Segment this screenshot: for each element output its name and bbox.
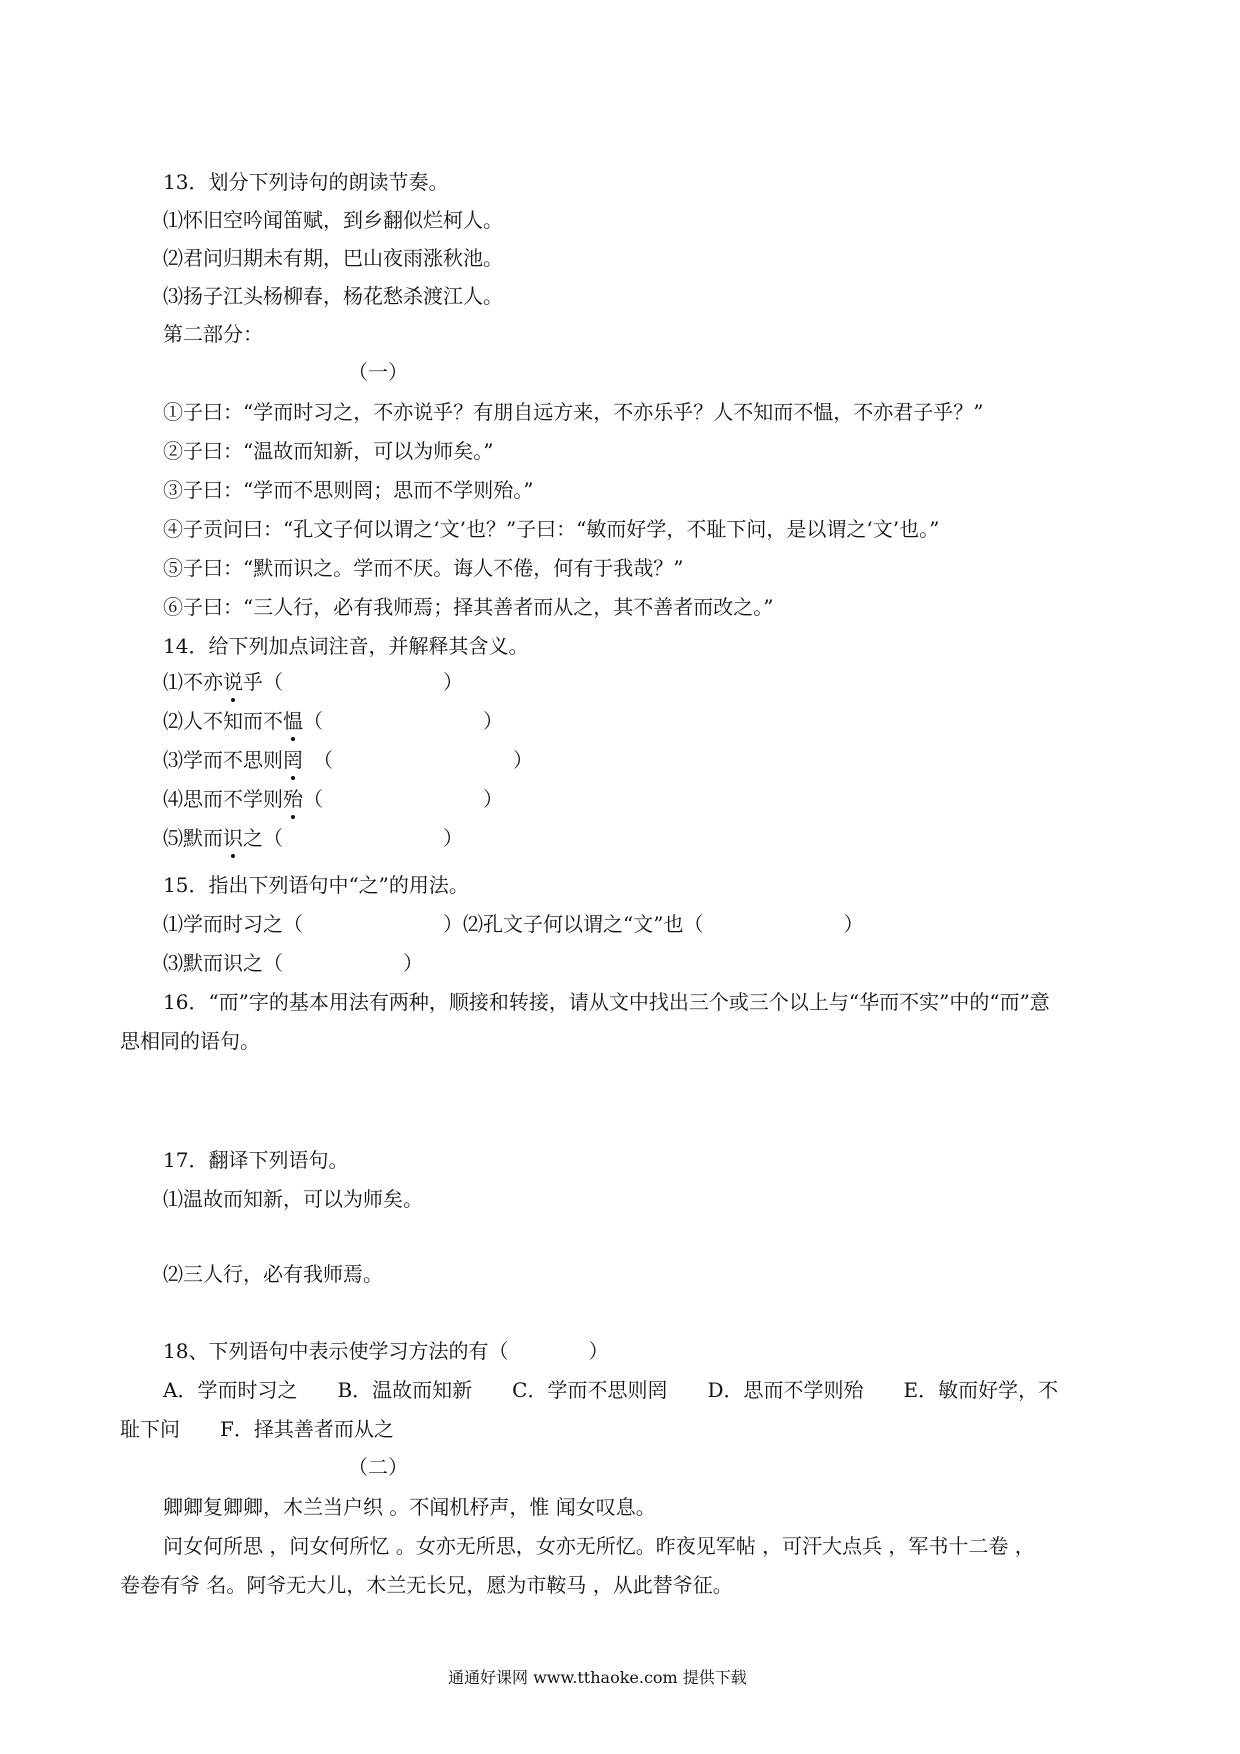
- part2-heading: 第二部分：: [163, 322, 263, 346]
- q14-item-5-answer-blank[interactable]: （ ）: [263, 826, 463, 850]
- q14-item-1-post: 乎: [243, 670, 263, 694]
- q14-item-5-post: 之: [243, 826, 263, 850]
- passage-2: ②子曰：“温故而知新，可以为师矣。”: [163, 439, 494, 463]
- q13-item-1: ⑴怀旧空吟闻笛赋，到乡翻似烂柯人。: [163, 208, 503, 232]
- footer-download-note: 通通好课网 www.tthaoke.com 提供下载: [448, 1668, 747, 1687]
- passage-5: ⑤子曰：“默而识之。学而不厌。诲人不倦，何有于我哉？”: [163, 556, 684, 580]
- q15-line-2: ⑶默而识之（ ）: [163, 951, 423, 975]
- q17-title: 17．翻译下列语句。: [163, 1148, 349, 1172]
- passage-1: ①子曰：“学而时习之，不亦说乎？有朋自远方来，不亦乐乎？人不知而不愠，不亦君子乎？”: [163, 400, 984, 424]
- q14-item-5: [163, 823, 463, 853]
- q18-options-line-2: 耻下问 F．择其善者而从之: [120, 1417, 394, 1441]
- q14-item-3-pre: ⑶学而不思则: [163, 748, 283, 772]
- section1-label: （一）: [348, 360, 408, 384]
- q14-item-5-pre: ⑸默而: [163, 826, 223, 850]
- q15-title: 15．指出下列语句中“之”的用法。: [163, 873, 469, 897]
- section2-line-2: 问女何所思 ，问女何所忆 。女亦无所思，女亦无所忆。昨夜见军帖 ，可汗大点兵 ，军书十二卷 ，: [163, 1534, 1035, 1558]
- q14-item-1-dotted-char: 说: [223, 667, 243, 697]
- q16-line-1: 16．“而”字的基本用法有两种，顺接和转接，请从文中找出三个或三个以上与“华而不实”中的“而”意: [163, 990, 1050, 1014]
- section2-label: （二）: [348, 1455, 408, 1479]
- q13-item-2: ⑵君问归期未有期，巴山夜雨涨秋池。: [163, 246, 503, 270]
- q17-item-2: ⑵三人行，必有我师焉。: [163, 1262, 383, 1286]
- section2-line-1: 卿卿复卿卿，木兰当户织 。不闻机杼声，惟 闻女叹息。: [163, 1495, 656, 1519]
- q14-item-2: [163, 706, 503, 736]
- q14-item-4: [163, 784, 503, 814]
- q18-title: 18、下列语句中表示使学习方法的有（ ）: [163, 1339, 609, 1363]
- q14-item-2-answer-blank[interactable]: （ ）: [303, 709, 503, 733]
- passage-4: ④子贡问曰：“孔文子何以谓之‘文’也？”子曰：“敏而好学，不耻下问，是以谓之‘文’也。”: [163, 517, 940, 541]
- q14-item-3-answer-blank[interactable]: （ ）: [313, 748, 533, 772]
- q14-item-4-answer-blank[interactable]: （ ）: [303, 787, 503, 811]
- q14-item-4-dotted-char: 殆: [283, 784, 303, 814]
- q14-title: 14．给下列加点词注音，并解释其含义。: [163, 634, 529, 658]
- section2-line-3: 卷卷有爷 名。阿爷无大儿，木兰无长兄，愿为市鞍马 ，从此替爷征。: [120, 1573, 733, 1597]
- q14-item-3-dotted-char: 罔: [283, 745, 303, 775]
- q14-item-1-pre: ⑴不亦: [163, 670, 223, 694]
- q16-line-2: 思相同的语句。: [120, 1029, 260, 1053]
- q14-item-5-dotted-char: 识: [223, 823, 243, 853]
- q14-item-4-pre: ⑷思而不学则: [163, 787, 283, 811]
- passage-6: ⑥子曰：“三人行，必有我师焉；择其善者而从之，其不善者而改之。”: [163, 595, 774, 619]
- q14-item-3: [163, 745, 533, 775]
- q13-title: 13．划分下列诗句的朗读节奏。: [163, 170, 449, 194]
- q14-item-2-pre: ⑵人不知而不: [163, 709, 283, 733]
- q18-options-line-1: A．学而时习之 B．温故而知新 C．学而不思则罔 D．思而不学则殆 E．敏而好学，不: [163, 1378, 1059, 1402]
- q14-item-2-dotted-char: 愠: [283, 706, 303, 736]
- q14-item-1: [163, 667, 463, 697]
- passage-3: ③子曰：“学而不思则罔；思而不学则殆。”: [163, 478, 534, 502]
- q13-item-3: ⑶扬子江头杨柳春，杨花愁杀渡江人。: [163, 284, 503, 308]
- q17-item-1: ⑴温故而知新，可以为师矣。: [163, 1187, 423, 1211]
- q14-item-1-answer-blank[interactable]: （ ）: [263, 670, 463, 694]
- q15-line-1: ⑴学而时习之（ ）⑵孔文子何以谓之“文”也（ ）: [163, 912, 864, 936]
